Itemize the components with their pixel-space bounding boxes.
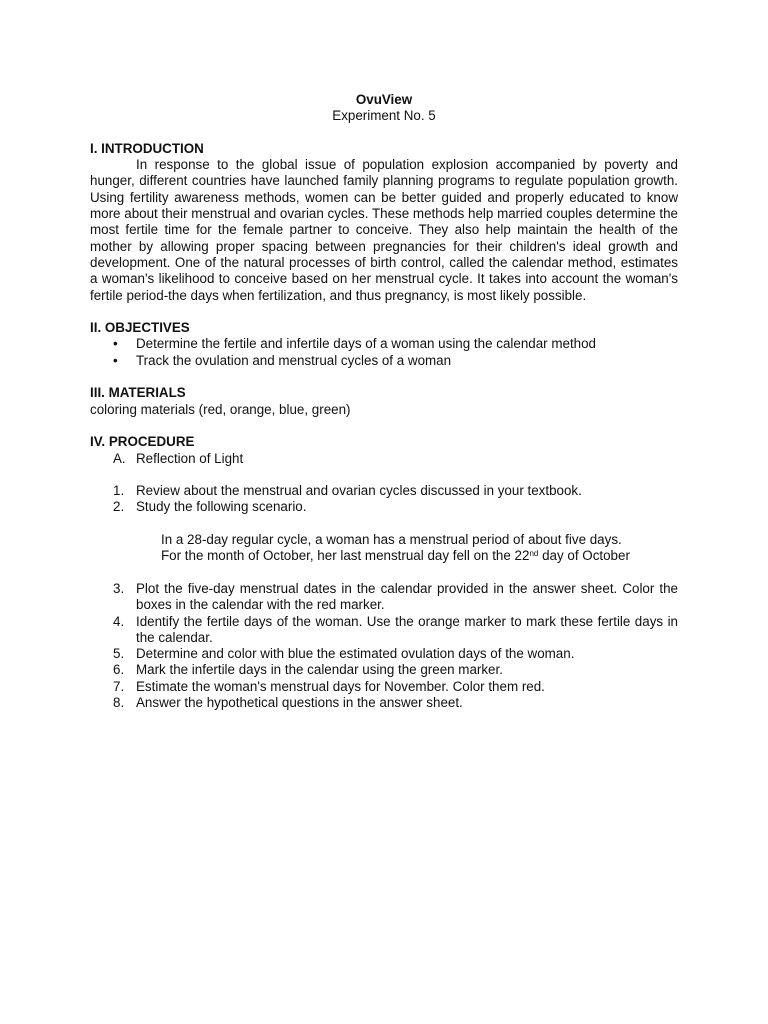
list-item	[90, 695, 678, 711]
step-number: 3.	[113, 580, 125, 596]
spacer	[90, 369, 678, 385]
step-number: 5.	[113, 646, 125, 662]
step-text: Study the following scenario.	[136, 499, 307, 515]
bullet-icon: •	[113, 352, 118, 368]
introduction-heading: I. INTRODUCTION	[90, 140, 204, 156]
introduction-paragraph: In response to the global issue of population explosion accompanied by poverty and hunger, different countries have launched family planning programs to regulate population growth. Using fertility awareness methods, women can be better guided and properly educated to know more about their menstrual and ovarian cycles. These methods help married couples determine the most fertile time for the female partner to conceive. They also help maintain the health of the mother by allowing proper spacing between pregnancies for their children's ideal growth and development. One of the natural processes of birth control, called the calendar method, estimates a woman's likelihood to conceive based on her menstrual cycle. It takes into account the woman's fertile period-the days when fertilization, and thus pregnancy, is most likely possible.	[90, 157, 678, 303]
spacer	[90, 418, 678, 434]
scenario-text: For the month of October, her last menstrual day fell on the 22	[161, 548, 530, 564]
document-subtitle: Experiment No. 5	[332, 108, 436, 124]
step-number: 8.	[113, 694, 125, 710]
list-item	[90, 614, 678, 647]
step-text: Review about the menstrual and ovarian cycles discussed in your textbook.	[136, 483, 582, 499]
objective-text: Track the ovulation and menstrual cycles of a woman	[136, 352, 452, 368]
procedure-steps-a	[90, 483, 678, 516]
section-objectives	[90, 320, 678, 369]
procedure-steps-b	[90, 581, 678, 711]
step-text: Determine and color with blue the estimated ovulation days of the woman.	[136, 646, 575, 662]
step-number: 2.	[113, 499, 125, 515]
list-item	[90, 451, 678, 467]
section-procedure	[90, 434, 678, 711]
list-item	[90, 353, 678, 369]
scenario-line: In a 28-day regular cycle, a woman has a menstrual period of about five days.	[161, 532, 622, 548]
step-text: Estimate the woman's menstrual days for November. Color them red.	[136, 678, 545, 694]
section-materials	[90, 385, 678, 418]
spacer	[90, 516, 678, 532]
procedure-part-list	[90, 451, 678, 467]
step-number: 6.	[113, 662, 125, 678]
step-text: Identify the fertile days of the woman. Use the orange marker to mark these fertile days in the calendar.	[136, 613, 678, 645]
step-number: 4.	[113, 613, 125, 629]
procedure-heading: IV. PROCEDURE	[90, 434, 195, 450]
objectives-list	[90, 336, 678, 369]
spacer	[90, 467, 678, 483]
materials-text: coloring materials (red, orange, blue, green)	[90, 401, 351, 417]
step-text: Answer the hypothetical questions in the answer sheet.	[136, 694, 463, 710]
step-number: 7.	[113, 678, 125, 694]
part-marker: A.	[113, 450, 126, 466]
step-text: Plot the five-day menstrual dates in the calendar provided in the answer sheet. Color the boxes in the calendar with the red marker.	[136, 580, 678, 613]
list-item	[90, 679, 678, 695]
materials-heading: III. MATERIALS	[90, 385, 186, 401]
step-number: 1.	[113, 483, 125, 499]
bullet-icon: •	[113, 336, 118, 352]
spacer	[90, 125, 678, 141]
list-item	[90, 499, 678, 515]
list-item	[90, 662, 678, 678]
scenario-block	[161, 532, 678, 565]
document-title: OvuView	[355, 92, 413, 107]
list-item	[90, 483, 678, 499]
list-item	[90, 581, 678, 614]
list-item	[90, 336, 678, 352]
ordinal-suffix: nd	[529, 549, 539, 559]
objectives-heading: II. OBJECTIVES	[90, 320, 190, 336]
spacer	[90, 304, 678, 320]
spacer	[90, 565, 678, 581]
objective-text: Determine the fertile and infertile days of a woman using the calendar method	[136, 336, 597, 352]
part-label: Reflection of Light	[136, 450, 244, 466]
document-page	[90, 92, 678, 711]
scenario-line	[161, 548, 678, 564]
list-item	[90, 646, 678, 662]
section-introduction	[90, 141, 678, 304]
step-text: Mark the infertile days in the calendar using the green marker.	[136, 662, 503, 678]
scenario-text: day of October	[538, 548, 630, 564]
